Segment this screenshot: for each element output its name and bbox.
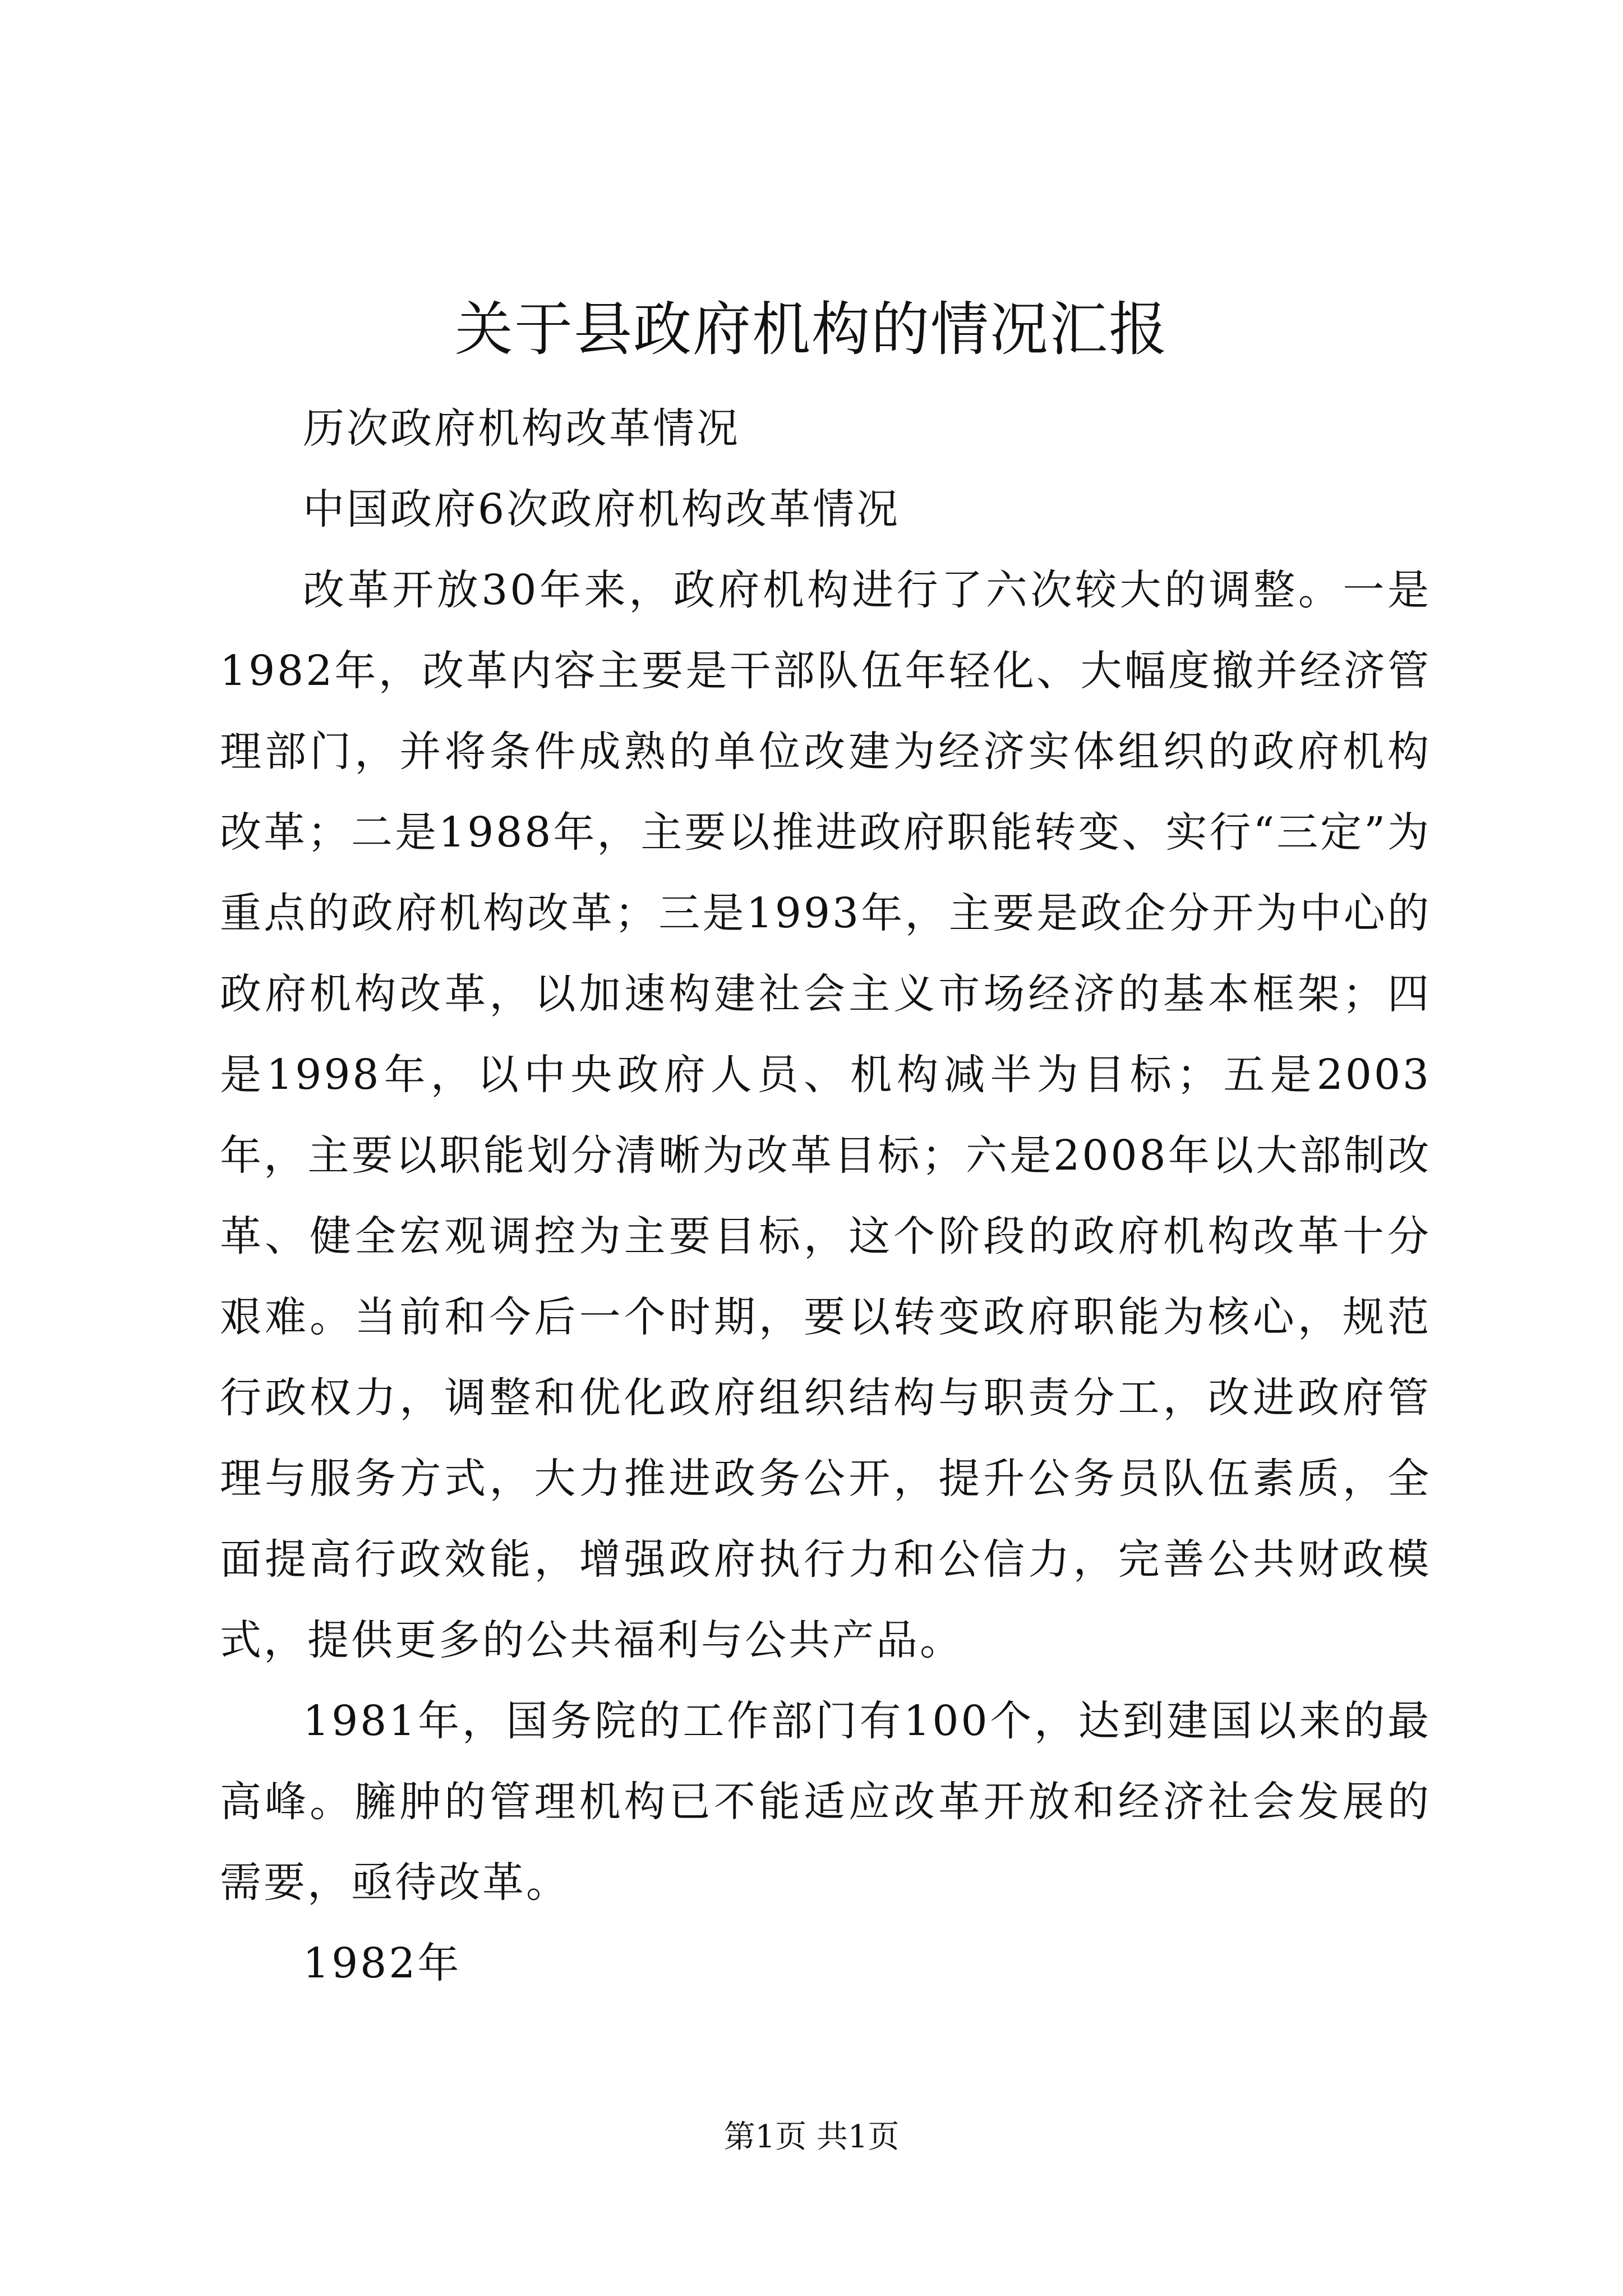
paragraph-heading-history: 历次政府机构改革情况 bbox=[303, 404, 740, 453]
paragraph-1981: 1981年，国务院的工作部门有100个，达到建国以来的最高峰。臃肿的管理机构已不能适应改革开放和经济社会发展的需要，亟待改革。 bbox=[220, 1697, 1431, 1907]
paragraph-1982: 1982年 bbox=[303, 1939, 462, 1987]
document-title: 关于县政府机构的情况汇报 bbox=[454, 295, 1168, 364]
paragraph-heading-six-reforms: 中国政府6次政府机构改革情况 bbox=[303, 485, 901, 533]
paragraph-reform-overview: 改革开放30年来，政府机构进行了六次较大的调整。一是1982年，改革内容主要是干部队伍年轻化、大幅度撤并经济管理部门，并将条件成熟的单位改建为经济实体组织的政府机构改革；二是1988年，主要以推进政府职能转变、实行“三定”为重点的政府机构改革；三是1993年，主要是政企分开为中心的政府机构改革，以加速构建社会主义市场经济的基本框架；四是1998年，以中央政府人员、机构减半为目标；五是2003年，主要以职能划分清晰为改革目标；六是2008年以大部制改革、健全宏观调控为主要目标，这个阶段的政府机构改革十分艰难。当前和今后一个时期，要以转变政府职能为核心，规范行政权力，调整和优化政府组织结构与职责分工，改进政府管理与服务方式，大力推进政务公开，提升公务员队伍素质，全面提高行政效能，增强政府执行力和公信力，完善公共财政模式，提供更多的公共福利与公共产品。 bbox=[220, 566, 1431, 1664]
page-footer: 第1页 共1页 bbox=[723, 2119, 900, 2155]
document-body bbox=[220, 388, 1431, 2004]
